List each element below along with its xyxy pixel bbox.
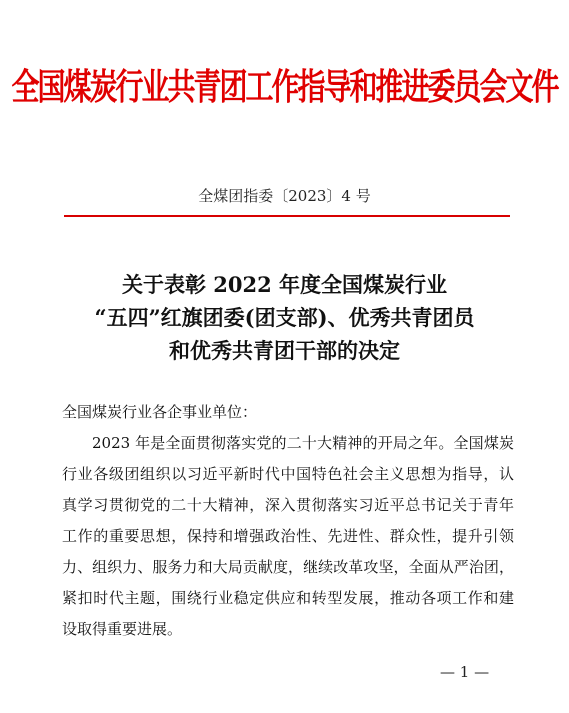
page-number: — 1 — <box>440 663 490 681</box>
title-line-1: 关于表彰 2022 年度全国煤炭行业 <box>121 272 448 297</box>
document-title <box>0 268 569 367</box>
document-number: 全煤团指委〔2023〕4 号 <box>198 187 371 205</box>
title-line-3: 和优秀共青团干部的决定 <box>169 338 400 363</box>
body-line-1: 2023 年是全面贯彻落实党的二十大精神的开局之年。全国煤炭 <box>92 434 514 452</box>
title-line-2: “五四”红旗团委(团支部)、优秀共青团员 <box>94 305 475 330</box>
body-line-2: 行业各级团组织以习近平新时代中国特色社会主义思想为指导，认 <box>62 465 514 483</box>
document-masthead: 全国煤炭行业共青团工作指导和推进委员会文件 <box>11 65 558 109</box>
red-divider-line <box>64 215 510 217</box>
body-line-7: 设取得重要进展。 <box>62 620 183 638</box>
body-line-4: 工作的重要思想，保持和增强政治性、先进性、群众性，提升引领 <box>62 527 514 545</box>
body-line-3: 真学习贯彻党的二十大精神，深入贯彻落实习近平总书记关于青年 <box>62 496 514 514</box>
body-line-6: 紧扣时代主题，围绕行业稳定供应和转型发展，推动各项工作和建 <box>62 589 514 607</box>
body-line-5: 力、组织力、服务力和大局贡献度，继续改革攻坚，全面从严治团， <box>62 558 514 576</box>
addressee-line: 全国煤炭行业各企事业单位： <box>62 403 258 421</box>
